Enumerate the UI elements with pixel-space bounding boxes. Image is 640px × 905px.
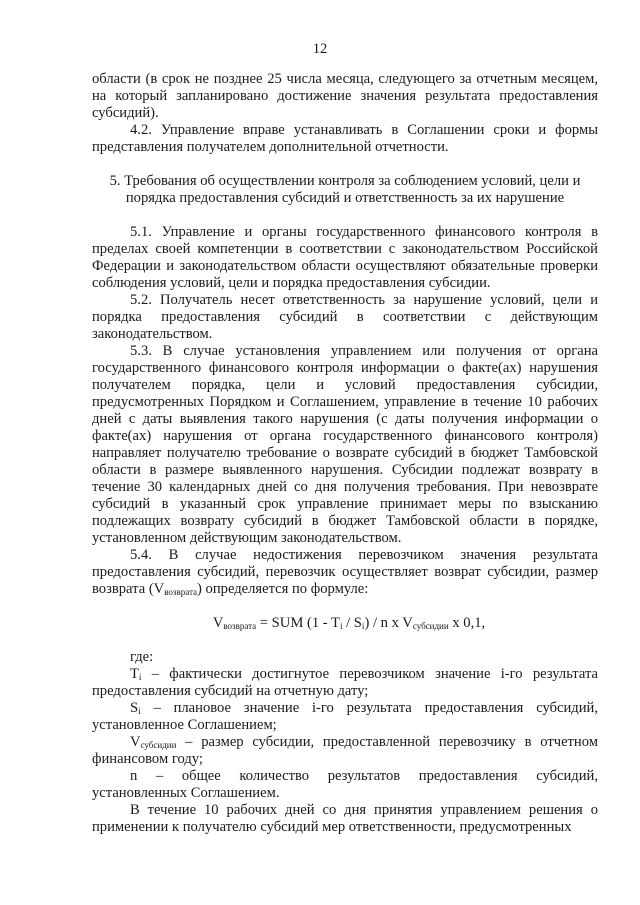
- definition-symbol: T: [130, 666, 139, 682]
- paragraph-intro: области (в срок не позднее 25 числа месяца, следующего за отчетным месяцем, на который запланировано достижение значения результата предоставления субсидий).: [92, 71, 598, 121]
- document-body: [92, 71, 598, 836]
- paragraph-4-2: 4.2. Управление вправе устанавливать в Соглашении сроки и формы представления получателем дополнительной отчетности.: [92, 122, 598, 155]
- formula-part: = SUM (1 - T: [256, 615, 340, 631]
- definition-text: – плановое значение i-го результата предоставления субсидий, установленное Соглашением;: [92, 700, 598, 733]
- definition-t: [92, 666, 598, 700]
- definition-symbol: V: [130, 734, 141, 750]
- definition-v: [92, 734, 598, 768]
- spacer: [92, 632, 598, 649]
- definition-s: [92, 700, 598, 734]
- subscript: i: [339, 621, 343, 631]
- spacer: [92, 156, 598, 173]
- formula: [92, 615, 598, 632]
- subscript: субсидии: [140, 740, 177, 750]
- paragraph-5-1: 5.1. Управление и органы государственного финансового контроля в пределах своей компетенции в соответствии с законодательством Российской Федерации и законодательством области осуществляют обязательные проверки соблюдения условий, цели и порядка предоставления субсидии.: [92, 224, 598, 291]
- page-number: 12: [312, 41, 328, 57]
- formula-part: ) / n x V: [364, 615, 413, 631]
- subscript: i: [361, 621, 365, 631]
- spacer: [92, 207, 598, 224]
- where-label: где:: [130, 649, 154, 665]
- subscript: возврата: [164, 587, 198, 597]
- definition-symbol: S: [130, 700, 139, 716]
- definition-text: – фактически достигнутое перевозчиком значение i-го результата предоставления субсидий на отчетную дату;: [92, 666, 598, 699]
- formula-part: x 0,1,: [448, 615, 486, 631]
- paragraph-5-2: 5.2. Получатель несет ответственность за нарушение условий, цели и порядка предоставления субсидий в соответствии с действующим законодательством.: [92, 292, 598, 342]
- paragraph-5-4-text-end: ) определяется по формуле:: [197, 581, 369, 597]
- definition-text: – размер субсидии, предоставленной перевозчику в отчетном финансовом году;: [92, 734, 598, 767]
- paragraph-last: В течение 10 рабочих дней со дня принятия управлением решения о применении к получателю субсидий мер ответственности, предусмотренных: [92, 802, 598, 835]
- paragraph-5-4: [92, 547, 598, 598]
- paragraph-5-4-text: 5.4. В случае недостижения перевозчиком значения результата предоставления субсидий, перевозчик осуществляет возврат субсидии, размер возврата (V: [92, 547, 598, 597]
- subscript: i: [138, 672, 142, 682]
- subscript: субсидии: [412, 621, 449, 631]
- spacer: [92, 598, 598, 615]
- formula-symbol: V: [212, 615, 224, 631]
- definition-n: n – общее количество результатов предоставления субсидий, установленных Соглашением.: [92, 768, 598, 801]
- formula-part: / S: [342, 615, 362, 631]
- section-5-heading: 5. Требования об осуществлении контроля за соблюдением условий, цели и порядка предоставления субсидий и ответственность за их нарушение: [109, 173, 581, 206]
- subscript: возврата: [223, 621, 257, 631]
- subscript: i: [138, 706, 141, 716]
- paragraph-5-3: 5.3. В случае установления управлением или получения от органа государственного финансового контроля информации о факте(ах) нарушения получателем порядка, цели и условий предоставления субсидии, предусмотренных Порядком и Соглашением, управление в течение 10 рабочих дней с даты выявления такого нарушения (с даты получения информации о факте(ах) нарушения от органа государственного финансового контроля) направляет получателю требование о возврате субсидий в бюджет Тамбовской области в размере выявленного нарушения. Субсидии подлежат возврату в течение 30 календарных дней со дня получения требования. При невозврате субсидий в указанный срок управление принимает меры по взысканию подлежащих возврату субсидий в бюджет Тамбовской области в порядке, установленном действующим законодательством.: [92, 343, 598, 546]
